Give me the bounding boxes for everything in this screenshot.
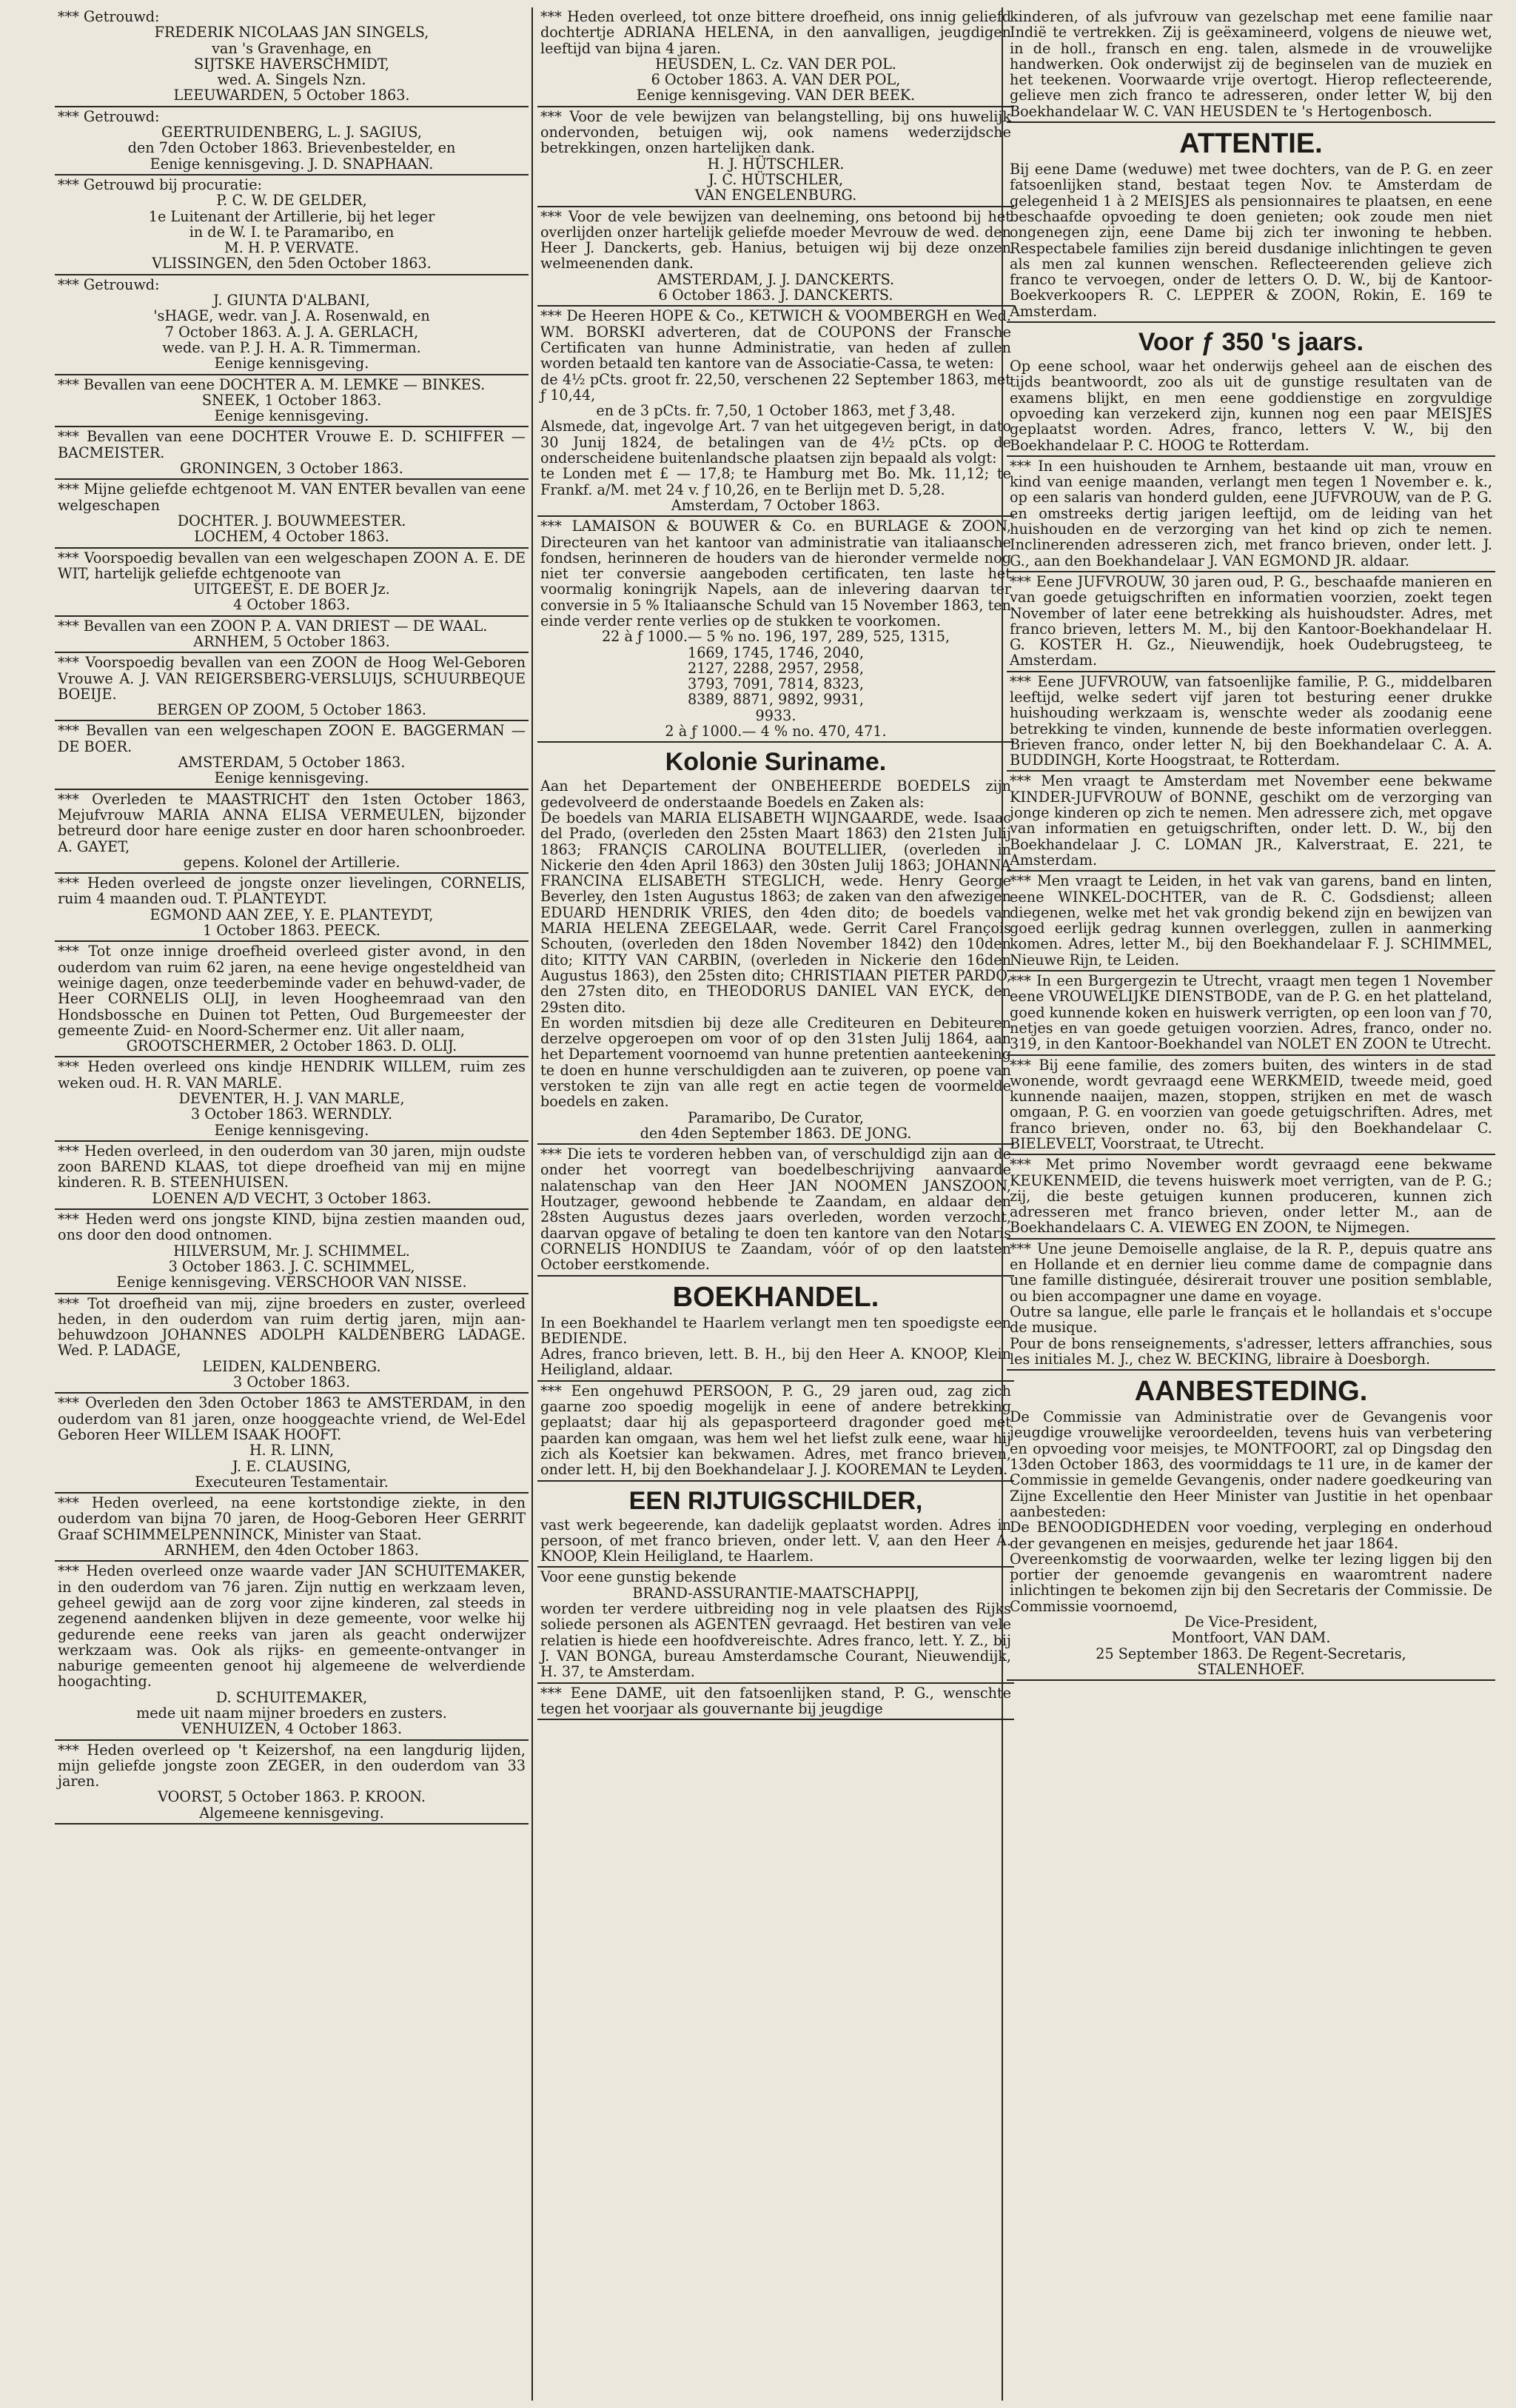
ad-line: M. H. P. VERVATE. (224, 239, 359, 257)
ad-heading: BOEKHANDEL. (672, 1281, 879, 1313)
advertisement (537, 1568, 1014, 1683)
ad-line: De boedels van MARIA ELISABETH WIJNGAARDE, wede. Isaac del Prado, (overleden den 25sten Maart 1863) den 21sten Julij 1863; FRANÇIS CAROLINA BOUTELLIER, (overleden in Nickerie den 4den April 1863) den 30sten Julij 1863; JOHANNA FRANCINA ELISABETH STEGLICH, wede. Henry George Beverley, den 1sten Augustus 1863; de zaken van den afwezigen EDUARD HENDRIK VRIES, den 4den dito; de boedels van MARIA HELENA ZEEGELAAR, wede. Gerrit Carel François Schouten, (overleden den 18den November 1842) den 10den dito; KITTY VAN CARBIN, (overleden in Nickerie den 16den Augustus 1863), den 25sten dito; CHRISTIAAN PIETER PARDO, den 27sten dito, en THEODORUS DANIEL VAN EYCK, den 29sten dito. (540, 809, 1011, 1016)
ad-line: Pour de bons renseignements, s'adresser, letters affranchies, sous les initiales M. J., chez W. BECKING, libraire à Doesborgh. (1010, 1334, 1492, 1368)
ad-line: 3 October 1863. J. C. SCHIMMEL, (168, 1257, 415, 1275)
ad-line: En worden mitsdien bij deze alle Crediteuren en Debiteuren derzelve opgeroepen om voor of op den 31sten Julij 1864, aan het Departement voornoemd van hunne pretentien aanteekening te doen en hunne verschuldigden aan te zuiveren, op poene van verstoken te zijn van alle regt en actie tegen de voormelde boedels en zaken. (540, 1014, 1011, 1111)
ad-line: den 7den October 1863. Brievenbestelder, en (127, 139, 456, 157)
ad-line: 'sHAGE, wedr. van J. A. Rosenwald, en (153, 307, 430, 325)
ad-line: Eenige kennisgeving. VERSCHOOR VAN NISSE. (116, 1274, 467, 1291)
advertisement (537, 207, 1014, 307)
advertisement (55, 942, 529, 1057)
ad-line: VAN ENGELENBURG. (694, 187, 857, 204)
advertisement (537, 1382, 1014, 1482)
advertisement (537, 1145, 1014, 1276)
ad-line: 9933. (755, 706, 796, 724)
advertisement (1007, 1155, 1495, 1239)
ad-line: 6 October 1863. J. DANCKERTS. (658, 287, 893, 304)
ad-line: *** Mijne geliefde echtgenoot M. VAN ENTER bevallen van eene welgeschapen (58, 481, 526, 514)
ad-line: *** Heden overleed, tot onze bittere droefheid, ons innig geliefd dochtertje ADRIANA HELENA, in den aanvalligen, jeugdigen leeftijd van bijna 4 jaren. (540, 8, 1011, 57)
column-2 (537, 7, 1014, 2401)
ad-line: 3 October 1863. WERNDLY. (190, 1106, 393, 1123)
ad-line: *** Bij eene familie, des zomers buiten, des winters in de stad wonende, wordt gevraagd eene WERKMEID, tweede meid, goed kunnende naaijen, mazen, stoppen, strijken en met de wasch omgaan, P. G. en voorzien van goede getuigschriften. Adres, met franco brieven, onder no. 63, bij den Boekhandelaar C. BIELEVELT, Voorstraat, te Utrecht. (1010, 1056, 1492, 1152)
ad-line: *** Overleden den 3den October 1863 te AMSTERDAM, in den ouderdom van 81 jaren, onze hooggeachte vriend, de Wel-Edel Geboren Heer WILLEM ISAAK HOOFT. (58, 1394, 526, 1443)
advertisement (55, 653, 529, 721)
ad-heading: EEN RIJTUIGSCHILDER, (628, 1486, 923, 1515)
ad-line: 7 October 1863. A. J. A. GERLACH, (164, 323, 419, 341)
ad-line: J. E. CLAUSING, (232, 1457, 352, 1475)
ad-line: Eenige kennisgeving. (214, 769, 369, 787)
column-rule (531, 7, 533, 2401)
ad-line: *** Overleden te MAASTRICHT den 1sten October 1863, Mejufvrouw MARIA ANNA ELISA VERMEULEN, bijzonder betreurd door hare eenige zuster en door haren schoonbroeder. A. GAYET, (58, 790, 526, 855)
ad-line: *** Heden overleed ons kindje HENDRIK WILLEM, ruim zes weken oud. H. R. VAN MARLE. (58, 1058, 526, 1091)
ad-line: J. GIUNTA D'ALBANI, (213, 292, 370, 310)
ad-line: VLISSINGEN, den 5den October 1863. (152, 255, 432, 272)
ad-line: UITGEEST, E. DE BOER Jz. (193, 581, 390, 598)
ad-line: 3793, 7091, 7814, 8323, (687, 675, 865, 693)
ad-line: 22 à ƒ 1000.— 5 % no. 196, 197, 289, 525, 1315, (601, 628, 950, 646)
ad-line: *** Heden overleed, in den ouderdom van 30 jaren, mijn oudste zoon BAREND KLAAS, tot diepe droefheid van mij en mijne kinderen. R. B. STEENHUISEN. (58, 1142, 526, 1191)
ad-line: *** In een huishouden te Arnhem, bestaande uit man, vrouw en kind van eenige maanden, verlangt men tegen 1 November e. k., op een salaris van honderd gulden, eene JUFVROUW, van de P. G. en omstreeks dertig jarigen leeftijd, om de leiding van het huishouden en de verzorging van het kind op zich te nemen. Inclinerenden adresseren zich, met franco brieven, onder lett. J. G., aan den Boekhandelaar J. VAN EGMOND JR. aldaar. (1010, 457, 1492, 569)
ad-line: vast werk begeerende, kan dadelijk geplaatst worden. Adres in persoon, of met franco brieven, onder lett. V, aan den Heer A. KNOOP, Klein Heiligland, te Haarlem. (540, 1516, 1011, 1565)
ad-line: ARNHEM, den 4den October 1863. (164, 1542, 419, 1559)
ad-line: De BENOODIGDHEDEN voor voeding, verpleging en onderhoud der gevangenen en meisjes, gedurende het jaar 1864. (1010, 1519, 1492, 1552)
ad-line: *** Eene DAME, uit den fatsoenlijken stand, P. G., wenschte tegen het voorjaar als gouvernante bij jeugdige (540, 1684, 1011, 1717)
ad-line: worden ter verdere uitbreiding nog in vele plaatsen des Rijks soliede personen als AGENTEN gevraagd. Het bestiren van vele relatien is hiede een hoofdvereischte. Adres franco, lett. Y. Z., bij J. VAN BONGA, bureau Amsterdamsche Courant, Nieuwendijk, H. 37, te Amsterdam. (540, 1600, 1011, 1681)
ad-line: FREDERIK NICOLAAS JAN SINGELS, (154, 24, 429, 41)
ad-line: Paramaribo, De Curator, (688, 1108, 864, 1126)
ad-line: *** Heden werd ons jongste KIND, bijna zestien maanden oud, ons door den dood ontnomen. (58, 1211, 526, 1244)
ad-line: De Commissie van Administratie over de Gevangenis voor jeugdige vrouwelijke veroordeelden, tevens huis van verbetering en opvoeding voor meisjes, te MONTFOORT, zal op Dingsdag den 13den October 1863, des voormiddags te 11 ure, in de kamer der Commissie in gemelde Gevangenis, onder nadere goedkeuring van Zijne Excellentie den Heer Minister van Justitie in het openbaar aanbesteden: (1010, 1408, 1492, 1520)
ad-line: HILVERSUM, Mr. J. SCHIMMEL. (173, 1242, 410, 1260)
ad-line: 6 October 1863. A. VAN DER POL, (651, 71, 901, 89)
ad-line: *** Bevallen van eene DOCHTER Vrouwe E. D. SCHIFFER — BACMEISTER. (58, 428, 526, 461)
ad-line: BERGEN OP ZOOM, 5 October 1863. (156, 701, 427, 719)
ad-line: GRONINGEN, 3 October 1863. (180, 460, 403, 478)
ad-line: In een Boekhandel te Haarlem verlangt men ten spoedigste een BEDIENDE. (540, 1314, 1011, 1347)
advertisement (537, 1277, 1014, 1382)
ad-line: *** Heden overleed, na eene kortstondige ziekte, in den ouderdom van bijna 70 jaren, de Hoog-Geboren Heer GERRIT Graaf SCHIMMELPENNINCK, Minister van Staat. (58, 1494, 526, 1543)
advertisement (55, 1562, 529, 1740)
ad-line: ARNHEM, 5 October 1863. (193, 632, 390, 650)
column-3 (1007, 7, 1495, 2401)
ad-line: SNEEK, 1 October 1863. (201, 391, 382, 409)
advertisement (55, 1210, 529, 1294)
ad-line: SIJTSKE HAVERSCHMIDT, (194, 55, 389, 73)
advertisement (1007, 672, 1495, 772)
ad-line: Outre sa langue, elle parle le français et le hollandais et s'occupe de musique. (1010, 1302, 1492, 1337)
ad-line: 3 October 1863. (233, 1374, 350, 1391)
ad-line: D. SCHUITEMAKER, (215, 1688, 368, 1706)
advertisement (55, 790, 529, 874)
advertisement (537, 107, 1014, 207)
advertisement (55, 874, 529, 942)
advertisement (55, 1142, 529, 1210)
advertisement (1007, 971, 1495, 1055)
ad-line: GEERTRUIDENBERG, L. J. SAGIUS, (161, 124, 422, 141)
ad-line: *** Voor de vele bewijzen van deelneming, ons betoond bij het overlijden onzer hartelijk geliefde moeder Mevrouw de wed. den Heer J. Danckerts, geb. Hanius, betuigen wij bij deze onzen welmeenenden dank. (540, 207, 1011, 272)
ad-line: *** De Heeren HOPE & Co., KETWICH & VOOMBERGH en Wed. WM. BORSKI adverteren, dat de COUPONS der Fransche Certificaten van hunne Administratie, van heden af zullen worden betaald ten kantore van de Associatie-Cassa, te weten: (540, 307, 1011, 372)
ad-line: Eenige kennisgeving. (214, 407, 369, 425)
ad-line: Bij eene Dame (weduwe) met twee dochters, van de P. G. en zeer fatsoenlijken stand, bestaat tegen Nov. te Amsterdam de gelegenheid 1 à 2 MEISJES als pensionnaires te plaatsen, en eene beschaafde opvoeding te doen genieten; ook zoude men niet ongenegen zijn, eene Dame bij zich ter inwoning te hebben. Respectabele families zijn bereid dusdanige inlichtingen te geven als men zal kunnen wenschen. Reflecteerenden gelieve zich franco te vervoegen, onder de letters O. D. W., bij de Kantoor-Boekverkoopers R. C. LEPPER & ZOON, Rokin, E. 169 te Amsterdam. (1010, 161, 1492, 320)
ad-line: VOORST, 5 October 1863. P. KROON. (158, 1788, 426, 1806)
ad-line: HEUSDEN, L. Cz. VAN DER POL. (655, 55, 896, 73)
advertisement (537, 517, 1014, 743)
ad-line: Montfoort, VAN DAM. (1171, 1629, 1331, 1647)
ad-line: in de W. I. te Paramaribo, en (189, 223, 395, 241)
ad-line: LOCHEM, 4 October 1863. (194, 528, 389, 546)
ad-line: 1 October 1863. PEECK. (202, 922, 381, 940)
advertisement (1007, 572, 1495, 672)
advertisement (1007, 7, 1495, 123)
advertisement (537, 7, 1014, 107)
ad-line: LOENEN A/D VECHT, 3 October 1863. (152, 1189, 432, 1207)
ad-line: Alsmede, dat, ingevolge Art. 7 van het uitgegeven berigt, in dato 30 Junij 1824, de betalingen van de 4½ pCts. op de onderscheidene buitenlandsche plaatsen zijn bepaald als volgt: (540, 418, 1011, 467)
advertisement (55, 375, 529, 428)
ad-line: Adres, franco brieven, lett. B. H., bij den Heer A. KNOOP, Klein Heiligland, aldaar. (540, 1345, 1011, 1379)
ad-line: 25 September 1863. De Regent-Secretaris, (1096, 1645, 1406, 1662)
ad-line: 2 à ƒ 1000.— 4 % no. 470, 471. (665, 723, 887, 740)
ad-line: van 's Gravenhage, en (212, 39, 372, 57)
ad-line: EGMOND AAN ZEE, Y. E. PLANTEYDT, (150, 906, 434, 923)
ad-line: *** Bevallen van eene DOCHTER A. M. LEMKE — BINKES. (58, 375, 486, 393)
advertisement (55, 427, 529, 480)
ad-line: *** Tot droefheid van mij, zijne broeders en zuster, overleed heden, in den ouderdom van ruim dertig jaren, mijn aan-behuwdzoon JOHANNES ADOLPH KALDENBERG LADAGE. Wed. P. LADAGE, (58, 1294, 526, 1359)
ad-heading: Voor ƒ 350 's jaars. (1138, 328, 1364, 357)
ad-line: *** Getrouwd: (58, 8, 160, 25)
ad-line: *** Une jeune Demoiselle anglaise, de la R. P., depuis quatre ans en Hollande et en dernier lieu comme dame de compagnie dans une famille distinguée, désirerait trouver une position semblable, ou bien accompagner une dame en voyage. (1010, 1240, 1492, 1305)
advertisement (55, 721, 529, 789)
advertisement (537, 743, 1014, 1145)
ad-line: Eenige kennisgeving. (214, 355, 369, 372)
advertisement (1007, 323, 1495, 457)
advertisement (537, 1684, 1014, 1721)
ad-line: *** Heden overleed onze waarde vader JAN SCHUITEMAKER, in den ouderdom van 76 jaren. Zijn nuttig en werkzaam leven, geheel gewijd aan de zorg voor zijne kinderen, zal steeds in zegenend aandenken blijven in deze gemeente, voor welke hij gedurende eene reeks van jaren als geacht onderwijzer werkzaam was. Ook als rijks- en gemeente-ontvanger in naburige gemeenten genoot hij algemeene de welverdiende hoogachting. (58, 1562, 526, 1690)
advertisement (55, 1494, 529, 1562)
ad-heading: AANBESTEDING. (1134, 1376, 1368, 1408)
ad-line: STALENHOEF. (1197, 1660, 1305, 1678)
ad-line: *** Voor de vele bewijzen van belangstelling, bij ons huwelijk ondervonden, betuigen wij, ook namens wederzijdsche betrekkingen, onzen hartelijken dank. (540, 107, 1011, 157)
ad-line: gepens. Kolonel der Artillerie. (183, 853, 400, 871)
ad-line: 8389, 8871, 9892, 9931, (687, 691, 865, 709)
ad-line: De Vice-President, (1184, 1613, 1318, 1631)
ad-line: Eenige kennisgeving. (214, 1121, 369, 1139)
ad-line: *** Tot onze innige droefheid overleed gister avond, in den ouderdom van ruim 62 jaren, na eene hevige ongesteldheid van weinige dagen, onze teederbeminde vader en behuwd-vader, de Heer CORNELIS OLIJ, in leven Hoogheemraad van den Hondsbossche en Duinen tot Petten, Oud Burgemeester der gemeente Zuid- en Noord-Schermer enz. Uit aller naam, (58, 943, 526, 1039)
ad-line: GROOTSCHERMER, 2 October 1863. D. OLIJ. (126, 1037, 457, 1055)
column-1 (55, 7, 529, 2401)
ad-line: H. R. LINN, (249, 1442, 335, 1459)
ad-line: *** Bevallen van een ZOON P. A. VAN DRIEST — DE WAAL. (58, 617, 488, 635)
ad-line: *** Een ongehuwd PERSOON, P. G., 29 jaren oud, zag zich gaarne zoo spoedig mogelijk in eene of andere betrekking geplaatst; daar hij als gepasporteerd dragonder goed met paarden kan omgaan, was hem wel het liefst zulk eene, waar hij zich als Koetsier kan bekwamen. Adres, met franco brieven, onder lett. H, bij den Boekhandelaar J. J. KOOREMAN te Leyden. (540, 1382, 1011, 1479)
ad-line: *** Getrouwd: (58, 275, 160, 293)
advertisement (55, 1741, 529, 1825)
ad-heading: ATTENTIE. (1179, 128, 1323, 160)
ad-line: *** Getrouwd: (58, 107, 160, 125)
ad-line: de 4½ pCts. groot fr. 22,50, verschenen 22 September 1863, met ƒ 10,44, (540, 370, 1011, 404)
ad-line: en de 3 pCts. fr. 7,50, 1 October 1863, met ƒ 3,48. (596, 402, 956, 420)
ad-line: *** In een Burgergezin te Utrecht, vraagt men tegen 1 November eene VROUWELIJKE DIENSTBODE, van de P. G. en het platteland, goed kunnende koken en huiswerk verrigten, op een loon van ƒ 70, netjes en van goede getuigen voorzien. Adres, franco, onder no. 319, in den Kantoor-Boekhandel van NOLET EN ZOON te Utrecht. (1010, 972, 1492, 1053)
ad-line: Voor eene gunstig bekende (540, 1568, 737, 1586)
ad-line: *** Voorspoedig bevallen van een welgeschapen ZOON A. E. DE WIT, hartelijk geliefde echtgenoote van (58, 549, 526, 582)
ad-line: *** Eene JUFVROUW, 30 jaren oud, P. G., beschaafde manieren en van goede getuigschriften en informatien voorzien, zoekt tegen November of later eene betrekking als huishoudster. Adres, met franco brieven, letters M. M., bij den Kantoor-Boekhandelaar H. G. KOSTER H. Gz., Nieuwendijk, hoek Oudebrugsteeg, te Amsterdam. (1010, 572, 1492, 669)
advertisement (55, 175, 529, 275)
ad-line: den 4den September 1863. DE JONG. (640, 1124, 912, 1142)
ad-line: kinderen, of als jufvrouw van gezelschap met eene familie naar Indië te vertrekken. Zij is geëxamineerd, volgens de nieuwe wet, in de holl., fransch en eng. talen, alsmede in de vrouwelijke handwerken. Ook onderwijst zij de beginselen van de muziek en het teekenen. Voorwaarde vrije overtogt. Hierop reflecteerende, gelieve men zich franco te adresseren, onder letter W, bij den Boekhandelaar W. C. VAN HEUSDEN te 's Hertogenbosch. (1010, 8, 1492, 120)
ad-line: *** Heden overleed op 't Keizershof, na een langdurig lijden, mijn geliefde jongste zoon ZEGER, in den ouderdom van 33 jaren. (58, 1741, 526, 1790)
ad-line: *** Getrouwd bij procuratie: (58, 175, 263, 193)
advertisement (1007, 872, 1495, 971)
ad-line: P. C. W. DE GELDER, (216, 192, 367, 210)
ad-line: Op eene school, waar het onderwijs geheel aan de eischen des tijds beantwoordt, zoo als uit de gunstige resultaten van de examens blijkt, en men eene goddienstige en zorgvuldige opvoeding kan verzekerd zijn, kunnen nog een paar MEISJES geplaatst worden. Adres, franco, letters V. W., bij den Boekhandelaar P. C. HOOG te Rotterdam. (1010, 358, 1492, 454)
ad-heading: Kolonie Suriname. (665, 748, 887, 777)
ad-line: *** LAMAISON & BOUWER & Co. en BURLAGE & ZOON, Directeuren van het kantoor van administratie van italiaansche fondsen, herinneren de houders van de hieronder vermelde nog niet ter conversie aangeboden certificaten, ten laste het voormalig koningrijk Napels, aan de inlevering daarvan ter conversie in 5 % Italiaansche Schuld van 15 November 1863, ten einde verder rente verlies op de stukken te voorkomen. (540, 518, 1011, 629)
ad-line: *** Met primo November wordt gevraagd eene bekwame KEUKENMEID, die tevens huiswerk moet verrigten, van de P. G.; zij, die beste getuigen kunnen produceren, kunnen zich adresseren met franco brieven, onder letter M., aan de Boekhandelaars C. A. VIEWEG EN ZOON, te Nijmegen. (1010, 1156, 1492, 1237)
ad-line: wed. A. Singels Nzn. (217, 71, 366, 89)
ad-line: *** Heden overleed de jongste onzer lievelingen, CORNELIS, ruim 4 maanden oud. T. PLANTEYDT. (58, 874, 526, 908)
ad-line: Eenige kennisgeving. J. D. SNAPHAAN. (150, 155, 434, 173)
ad-line: Amsterdam, 7 October 1863. (671, 496, 881, 514)
advertisement (537, 307, 1014, 517)
advertisement (55, 480, 529, 548)
ad-line: H. J. HÜTSCHLER. (707, 155, 845, 173)
ad-line: BRAND-ASSURANTIE-MAATSCHAPPIJ, (632, 1584, 919, 1602)
ad-line: te Londen met £ — 17,8; te Hamburg met Bo. Mk. 11,12; te Frankf. a/M. met 24 v. ƒ 10,26, en te Berlijn met D. 5,28. (540, 465, 1011, 498)
advertisement (55, 1294, 529, 1394)
advertisement (1007, 123, 1495, 323)
advertisement (1007, 457, 1495, 572)
ad-line: *** Men vraagt te Amsterdam met November eene bekwame KINDER-JUFVROUW of BONNE, geschikt om de verzorging van jonge kinderen op zich te nemen. Men adressere zich, met opgave van informatien en getuigschriften, onder lett. D. W., bij den Boekhandelaar J. C. LOMAN JR., Kalverstraat, E. 221, te Amsterdam. (1010, 772, 1492, 869)
ad-line: Algemeene kennisgeving. (199, 1804, 384, 1822)
ad-line: Eenige kennisgeving. VAN DER BEEK. (636, 87, 916, 104)
advertisement (55, 275, 529, 375)
ad-line: Aan het Departement der ONBEHEERDE BOEDELS zijn gedevolveerd de onderstaande Boedels en Zaken als: (540, 777, 1011, 811)
advertisement (537, 1482, 1014, 1568)
ad-line: 2127, 2288, 2957, 2958, (687, 659, 865, 677)
ad-line: Overeenkomstig de voorwaarden, welke ter lezing liggen bij den portier der genoemde gevangenis en waaromtrent nadere inlichtingen te bekomen zijn bij den Secretaris der Commissie. De Commissie voornoemd, (1010, 1550, 1492, 1615)
ad-line: 4 October 1863. (233, 596, 350, 614)
advertisement (1007, 1240, 1495, 1371)
advertisement (55, 617, 529, 654)
ad-line: AMSTERDAM, 5 October 1863. (178, 754, 406, 772)
advertisement (55, 1057, 529, 1141)
newspaper-page (15, 7, 1501, 2401)
advertisement (1007, 772, 1495, 872)
ad-line: wede. van P. J. H. A. R. Timmerman. (162, 338, 421, 356)
advertisement (55, 107, 529, 175)
ad-line: AMSTERDAM, J. J. DANCKERTS. (657, 270, 895, 288)
ad-line: LEIDEN, KALDENBERG. (202, 1357, 381, 1375)
advertisement (55, 549, 529, 617)
advertisement (55, 1394, 529, 1494)
ad-line: *** Eene JUFVROUW, van fatsoenlijke familie, P. G., middelbaren leeftijd, welke sedert vijf jaren tot besturing eener drukke huishouding werkzaam is, wenschte weder als zoodanig eene betrekking te vinden, kunnende de beste informatien overleggen. Brieven franco, onder letter N, bij den Boekhandelaar C. A. A. BUDDINGH, Korte Hoogstraat, te Rotterdam. (1010, 672, 1492, 769)
ad-line: *** Voorspoedig bevallen van een ZOON de Hoog Wel-Geboren Vrouwe A. J. VAN REIGERSBERG-VERSLUIJS, SCHUURBEQUE BOEIJE. (58, 654, 526, 703)
ad-line: Executeuren Testamentair. (195, 1473, 389, 1491)
ad-line: 1e Luitenant der Artillerie, bij het leger (148, 207, 435, 225)
ad-line: VENHUIZEN, 4 October 1863. (181, 1720, 403, 1738)
advertisement (55, 7, 529, 107)
advertisement (1007, 1056, 1495, 1156)
advertisement (1007, 1371, 1495, 1681)
ad-line: *** Bevallen van een welgeschapen ZOON E. BAGGERMAN — DE BOER. (58, 722, 526, 755)
ad-line: 1669, 1745, 1746, 2040, (687, 643, 865, 661)
ad-line: J. C. HÜTSCHLER, (708, 170, 844, 188)
ad-line: LEEUWARDEN, 5 October 1863. (173, 87, 410, 104)
ad-line: DOCHTER. J. BOUWMEESTER. (177, 512, 406, 529)
ad-line: *** Men vraagt te Leiden, in het vak van garens, band en linten, eene WINKEL-DOCHTER, van de R. C. Godsdienst; alleen diegenen, welke met het vak grondig bekend zijn en bewijzen van goed eerlijk gedrag kunnen overleggen, zullen in aanmerking komen. Adres, letter M., bij den Boekhandelaar F. J. SCHIMMEL, Nieuwe Rijn, te Leiden. (1010, 872, 1492, 969)
ad-line: mede uit naam mijner broeders en zusters. (136, 1704, 447, 1722)
ad-line: *** Die iets te vorderen hebben van, of verschuldigd zijn aan de onder het voorregt van boedelbeschrijving aanvaarde nalatenschap van den Heer JAN NOOMEN JANSZOON, Houtzager, gewoond hebbende te Zaandam, en aldaar den 28sten Augustus dezes jaars overleden, worden verzocht, daarvan opgave of betaling te doen ten kantore van den Notaris CORNELIS HONDIUS te Zaandam, vóór of op den laatsten October eerstkomende. (540, 1146, 1011, 1274)
ad-line: DEVENTER, H. J. VAN MARLE, (178, 1090, 405, 1107)
